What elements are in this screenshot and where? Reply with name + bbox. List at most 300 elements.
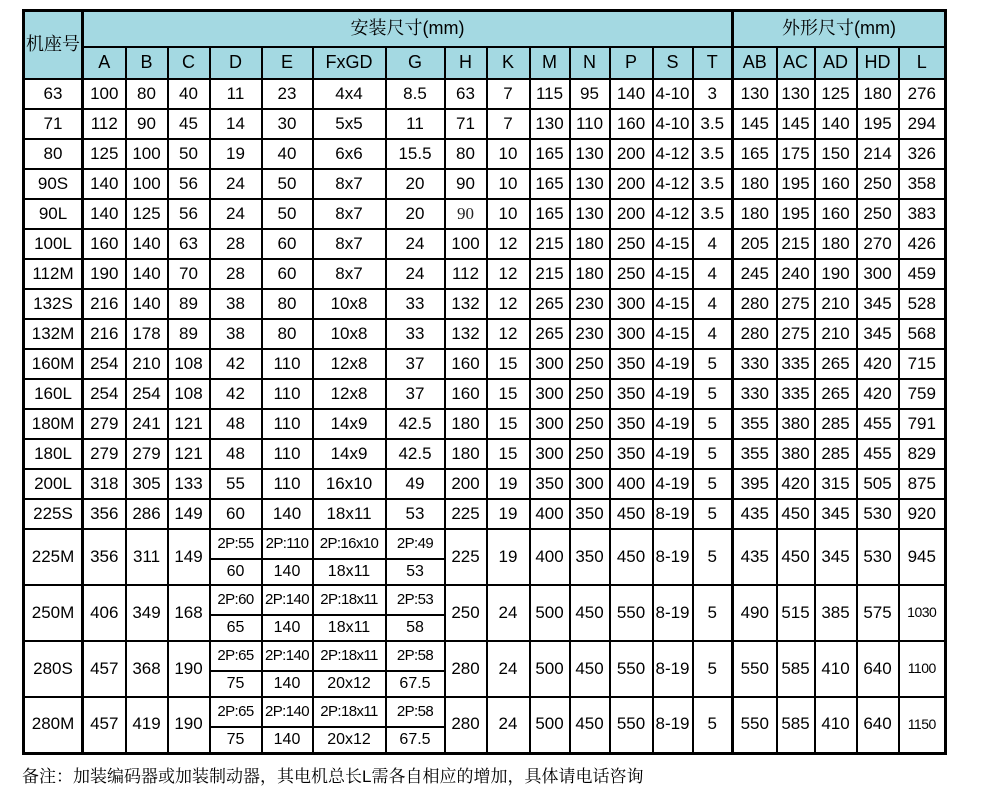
cell: 4x4 xyxy=(313,79,386,109)
cell: 300 xyxy=(610,289,653,319)
cell: 345 xyxy=(815,529,857,585)
cell: 140 xyxy=(262,615,313,641)
cell: 89 xyxy=(168,289,210,319)
cell: 6x6 xyxy=(313,139,386,169)
column-header-L: L xyxy=(899,47,946,79)
cell: 37 xyxy=(386,379,445,409)
cell: 276 xyxy=(899,79,946,109)
cell: 53 xyxy=(386,499,445,529)
frame-number: 132S xyxy=(24,289,83,319)
cell: 42.5 xyxy=(386,439,445,469)
cell: 5 xyxy=(693,409,733,439)
cell: 168 xyxy=(168,585,210,641)
cell: 149 xyxy=(168,529,210,585)
cell: 214 xyxy=(857,139,899,169)
cell: 110 xyxy=(262,439,313,469)
cell: 450 xyxy=(610,499,653,529)
cell: 305 xyxy=(126,469,168,499)
cell: 110 xyxy=(262,469,313,499)
cell: 356 xyxy=(83,499,126,529)
cell: 180 xyxy=(570,229,610,259)
cell: 165 xyxy=(530,139,570,169)
frame-number: 90S xyxy=(24,169,83,199)
cell: 38 xyxy=(210,319,262,349)
cell: 345 xyxy=(857,319,899,349)
cell: 350 xyxy=(610,379,653,409)
cell: 53 xyxy=(386,559,445,585)
cell: 368 xyxy=(126,641,168,697)
cell: 10x8 xyxy=(313,319,386,349)
cell: 45 xyxy=(168,109,210,139)
cell: 63 xyxy=(445,79,487,109)
cell: 1100 xyxy=(899,641,946,697)
table-row-225S xyxy=(24,499,946,529)
cell: 2P:60 xyxy=(210,585,262,615)
cell: 4 xyxy=(693,289,733,319)
cell: 215 xyxy=(530,229,570,259)
cell: 121 xyxy=(168,439,210,469)
cell: 4-12 xyxy=(653,169,693,199)
cell: 300 xyxy=(530,439,570,469)
frame-number: 280M xyxy=(24,697,83,753)
cell: 200 xyxy=(610,199,653,229)
cell: 125 xyxy=(83,139,126,169)
cell: 33 xyxy=(386,319,445,349)
cell: 1150 xyxy=(899,697,946,753)
cell: 60 xyxy=(262,259,313,289)
column-header-N: N xyxy=(570,47,610,79)
cell: 18x11 xyxy=(313,559,386,585)
cell: 140 xyxy=(815,109,857,139)
cell: 19 xyxy=(210,139,262,169)
frame-number: 225S xyxy=(24,499,83,529)
cell: 80 xyxy=(262,289,313,319)
cell: 575 xyxy=(857,585,899,641)
table-row-280S xyxy=(24,641,946,671)
cell: 60 xyxy=(210,499,262,529)
cell: 400 xyxy=(530,499,570,529)
cell: 180 xyxy=(445,439,487,469)
cell: 149 xyxy=(168,499,210,529)
cell: 24 xyxy=(487,697,530,753)
cell: 130 xyxy=(570,169,610,199)
cell: 829 xyxy=(899,439,946,469)
column-header-H: H xyxy=(445,47,487,79)
cell: 20x12 xyxy=(313,671,386,697)
table-row-132S xyxy=(24,289,946,319)
frame-number: 180L xyxy=(24,439,83,469)
cell: 2P:140 xyxy=(262,641,313,671)
cell: 8x7 xyxy=(313,199,386,229)
cell: 19 xyxy=(487,499,530,529)
cell: 8-19 xyxy=(653,529,693,585)
table-row-63 xyxy=(24,79,946,109)
cell: 24 xyxy=(210,169,262,199)
cell: 37 xyxy=(386,349,445,379)
cell: 410 xyxy=(815,641,857,697)
cell: 380 xyxy=(777,409,815,439)
frame-number: 250M xyxy=(24,585,83,641)
cell: 65 xyxy=(210,615,262,641)
cell: 550 xyxy=(610,585,653,641)
cell: 450 xyxy=(777,499,815,529)
cell: 28 xyxy=(210,259,262,289)
cell: 216 xyxy=(83,289,126,319)
cell: 435 xyxy=(733,529,777,585)
cell: 585 xyxy=(777,641,815,697)
frame-number: 225M xyxy=(24,529,83,585)
cell: 345 xyxy=(857,289,899,319)
cell: 400 xyxy=(610,469,653,499)
table-row-112M xyxy=(24,259,946,289)
cell: 23 xyxy=(262,79,313,109)
cell: 490 xyxy=(733,585,777,641)
cell: 4-15 xyxy=(653,229,693,259)
outline-dimensions-group-header: 外形尺寸(mm) xyxy=(733,11,946,48)
cell: 920 xyxy=(899,499,946,529)
cell: 12 xyxy=(487,319,530,349)
cell: 280 xyxy=(733,289,777,319)
cell: 8x7 xyxy=(313,169,386,199)
cell: 110 xyxy=(262,409,313,439)
frame-number-column-header: 机座号 xyxy=(24,11,83,80)
cell: 108 xyxy=(168,349,210,379)
cell: 318 xyxy=(83,469,126,499)
cell: 63 xyxy=(168,229,210,259)
cell: 250 xyxy=(570,439,610,469)
frame-number: 180M xyxy=(24,409,83,439)
cell: 254 xyxy=(126,379,168,409)
table-body xyxy=(24,79,946,753)
cell: 38 xyxy=(210,289,262,319)
cell: 125 xyxy=(126,199,168,229)
cell: 33 xyxy=(386,289,445,319)
cell: 100 xyxy=(83,79,126,109)
cell: 550 xyxy=(733,697,777,753)
cell: 530 xyxy=(857,499,899,529)
cell: 250 xyxy=(857,169,899,199)
cell: 275 xyxy=(777,289,815,319)
cell: 380 xyxy=(777,439,815,469)
cell: 130 xyxy=(733,79,777,109)
cell: 50 xyxy=(262,199,313,229)
cell: 80 xyxy=(262,319,313,349)
cell: 5 xyxy=(693,697,733,753)
cell: 160 xyxy=(815,169,857,199)
cell: 250 xyxy=(570,409,610,439)
cell: 4-19 xyxy=(653,409,693,439)
cell: 300 xyxy=(857,259,899,289)
mounting-dimensions-group-header: 安装尺寸(mm) xyxy=(83,11,733,48)
cell: 75 xyxy=(210,727,262,753)
cell: 254 xyxy=(83,349,126,379)
cell: 195 xyxy=(857,109,899,139)
cell: 15 xyxy=(487,409,530,439)
cell: 300 xyxy=(530,379,570,409)
cell: 48 xyxy=(210,439,262,469)
cell: 4-12 xyxy=(653,199,693,229)
table-row-90S xyxy=(24,169,946,199)
cell: 4-10 xyxy=(653,79,693,109)
cell: 14x9 xyxy=(313,409,386,439)
cell: 20 xyxy=(386,199,445,229)
cell: 180 xyxy=(733,199,777,229)
cell: 205 xyxy=(733,229,777,259)
cell: 100 xyxy=(126,169,168,199)
column-letters-row xyxy=(24,47,946,79)
cell: 110 xyxy=(570,109,610,139)
cell: 2P:110 xyxy=(262,529,313,559)
cell: 300 xyxy=(530,349,570,379)
column-header-T: T xyxy=(693,47,733,79)
cell: 50 xyxy=(168,139,210,169)
cell: 20 xyxy=(386,169,445,199)
cell: 160 xyxy=(445,349,487,379)
cell: 2P:58 xyxy=(386,641,445,671)
column-header-HD: HD xyxy=(857,47,899,79)
cell: 150 xyxy=(815,139,857,169)
column-header-AB: AB xyxy=(733,47,777,79)
frame-number: 200L xyxy=(24,469,83,499)
cell: 355 xyxy=(733,409,777,439)
column-header-FxGD: FxGD xyxy=(313,47,386,79)
frame-number: 71 xyxy=(24,109,83,139)
cell: 10 xyxy=(487,169,530,199)
cell: 12x8 xyxy=(313,379,386,409)
cell: 3.5 xyxy=(693,169,733,199)
cell: 275 xyxy=(777,319,815,349)
cell: 265 xyxy=(815,349,857,379)
cell: 250 xyxy=(570,379,610,409)
cell: 2P:18x11 xyxy=(313,697,386,727)
table-row-132M xyxy=(24,319,946,349)
cell: 505 xyxy=(857,469,899,499)
cell: 279 xyxy=(83,439,126,469)
cell: 315 xyxy=(815,469,857,499)
cell: 4-15 xyxy=(653,259,693,289)
cell: 18x11 xyxy=(313,499,386,529)
cell: 165 xyxy=(530,199,570,229)
cell: 350 xyxy=(610,409,653,439)
cell: 180 xyxy=(445,409,487,439)
cell: 140 xyxy=(262,727,313,753)
cell: 500 xyxy=(530,697,570,753)
cell: 300 xyxy=(530,409,570,439)
cell: 250 xyxy=(857,199,899,229)
cell: 160 xyxy=(610,109,653,139)
cell: 457 xyxy=(83,697,126,753)
cell: 8.5 xyxy=(386,79,445,109)
cell: 56 xyxy=(168,199,210,229)
cell: 265 xyxy=(530,289,570,319)
cell: 160 xyxy=(83,229,126,259)
cell: 180 xyxy=(733,169,777,199)
frame-number: 160M xyxy=(24,349,83,379)
column-header-D: D xyxy=(210,47,262,79)
cell: 245 xyxy=(733,259,777,289)
cell: 71 xyxy=(445,109,487,139)
cell: 250 xyxy=(570,349,610,379)
cell: 2P:18x11 xyxy=(313,641,386,671)
cell: 12 xyxy=(487,259,530,289)
cell: 7 xyxy=(487,79,530,109)
cell: 24 xyxy=(386,259,445,289)
cell: 395 xyxy=(733,469,777,499)
cell: 250 xyxy=(610,229,653,259)
table-row-225M xyxy=(24,529,946,559)
cell: 16x10 xyxy=(313,469,386,499)
cell: 550 xyxy=(610,641,653,697)
cell: 875 xyxy=(899,469,946,499)
cell: 240 xyxy=(777,259,815,289)
cell: 140 xyxy=(610,79,653,109)
frame-number: 100L xyxy=(24,229,83,259)
cell: 230 xyxy=(570,319,610,349)
cell: 459 xyxy=(899,259,946,289)
column-header-G: G xyxy=(386,47,445,79)
table-row-71 xyxy=(24,109,946,139)
footnote: 备注：加装编码器或加装制动器，其电机总长L需各自相应的增加，具体请电话咨询 xyxy=(22,766,644,786)
cell: 130 xyxy=(530,109,570,139)
table-row-90L xyxy=(24,199,946,229)
cell: 550 xyxy=(610,697,653,753)
cell: 200 xyxy=(445,469,487,499)
frame-number: 63 xyxy=(24,79,83,109)
cell: 12 xyxy=(487,289,530,319)
cell: 1030 xyxy=(899,585,946,641)
cell: 30 xyxy=(262,109,313,139)
cell: 28 xyxy=(210,229,262,259)
cell: 112 xyxy=(83,109,126,139)
cell: 279 xyxy=(126,439,168,469)
table-row-200L xyxy=(24,469,946,499)
cell: 121 xyxy=(168,409,210,439)
cell: 180 xyxy=(857,79,899,109)
cell: 350 xyxy=(610,439,653,469)
cell: 270 xyxy=(857,229,899,259)
table-row-100L xyxy=(24,229,946,259)
cell: 112 xyxy=(445,259,487,289)
cell: 49 xyxy=(386,469,445,499)
cell: 70 xyxy=(168,259,210,289)
cell: 165 xyxy=(530,169,570,199)
cell: 132 xyxy=(445,289,487,319)
cell: 200 xyxy=(610,169,653,199)
cell: 190 xyxy=(168,641,210,697)
cell: 350 xyxy=(610,349,653,379)
cell: 140 xyxy=(126,229,168,259)
cell: 90 xyxy=(445,199,487,229)
cell: 215 xyxy=(777,229,815,259)
frame-number: 90L xyxy=(24,199,83,229)
cell: 132 xyxy=(445,319,487,349)
cell: 55 xyxy=(210,469,262,499)
cell: 40 xyxy=(262,139,313,169)
cell: 210 xyxy=(815,289,857,319)
cell: 585 xyxy=(777,697,815,753)
cell: 42 xyxy=(210,379,262,409)
cell: 8x7 xyxy=(313,229,386,259)
cell: 10 xyxy=(487,139,530,169)
cell: 5 xyxy=(693,439,733,469)
cell: 515 xyxy=(777,585,815,641)
cell: 80 xyxy=(126,79,168,109)
cell: 42.5 xyxy=(386,409,445,439)
cell: 250 xyxy=(610,259,653,289)
cell: 400 xyxy=(530,529,570,585)
cell: 195 xyxy=(777,169,815,199)
cell: 4 xyxy=(693,259,733,289)
cell: 11 xyxy=(210,79,262,109)
cell: 140 xyxy=(262,559,313,585)
cell: 311 xyxy=(126,529,168,585)
cell: 383 xyxy=(899,199,946,229)
cell: 15 xyxy=(487,439,530,469)
cell: 568 xyxy=(899,319,946,349)
cell: 5 xyxy=(693,585,733,641)
cell: 457 xyxy=(83,641,126,697)
cell: 3.5 xyxy=(693,199,733,229)
cell: 640 xyxy=(857,697,899,753)
cell: 420 xyxy=(777,469,815,499)
cell: 195 xyxy=(777,199,815,229)
cell: 406 xyxy=(83,585,126,641)
cell: 140 xyxy=(83,169,126,199)
cell: 130 xyxy=(570,199,610,229)
cell: 24 xyxy=(210,199,262,229)
column-header-E: E xyxy=(262,47,313,79)
cell: 455 xyxy=(857,439,899,469)
cell: 10 xyxy=(487,199,530,229)
cell: 2P:140 xyxy=(262,585,313,615)
cell: 140 xyxy=(262,499,313,529)
cell: 759 xyxy=(899,379,946,409)
frame-number: 280S xyxy=(24,641,83,697)
cell: 5 xyxy=(693,469,733,499)
cell: 294 xyxy=(899,109,946,139)
cell: 280 xyxy=(445,697,487,753)
cell: 40 xyxy=(168,79,210,109)
motor-dimensions-table xyxy=(22,9,947,755)
cell: 2P:65 xyxy=(210,697,262,727)
cell: 140 xyxy=(83,199,126,229)
cell: 500 xyxy=(530,641,570,697)
cell: 145 xyxy=(777,109,815,139)
cell: 210 xyxy=(815,319,857,349)
cell: 326 xyxy=(899,139,946,169)
cell: 67.5 xyxy=(386,671,445,697)
cell: 450 xyxy=(570,697,610,753)
cell: 18x11 xyxy=(313,615,386,641)
cell: 20x12 xyxy=(313,727,386,753)
cell: 190 xyxy=(83,259,126,289)
cell: 450 xyxy=(777,529,815,585)
cell: 24 xyxy=(386,229,445,259)
cell: 24 xyxy=(487,641,530,697)
cell: 3 xyxy=(693,79,733,109)
cell: 450 xyxy=(570,585,610,641)
column-header-A: A xyxy=(83,47,126,79)
cell: 2P:53 xyxy=(386,585,445,615)
cell: 385 xyxy=(815,585,857,641)
cell: 2P:58 xyxy=(386,697,445,727)
cell: 90 xyxy=(445,169,487,199)
cell: 175 xyxy=(777,139,815,169)
cell: 190 xyxy=(168,697,210,753)
cell: 130 xyxy=(777,79,815,109)
cell: 2P:140 xyxy=(262,697,313,727)
cell: 419 xyxy=(126,697,168,753)
